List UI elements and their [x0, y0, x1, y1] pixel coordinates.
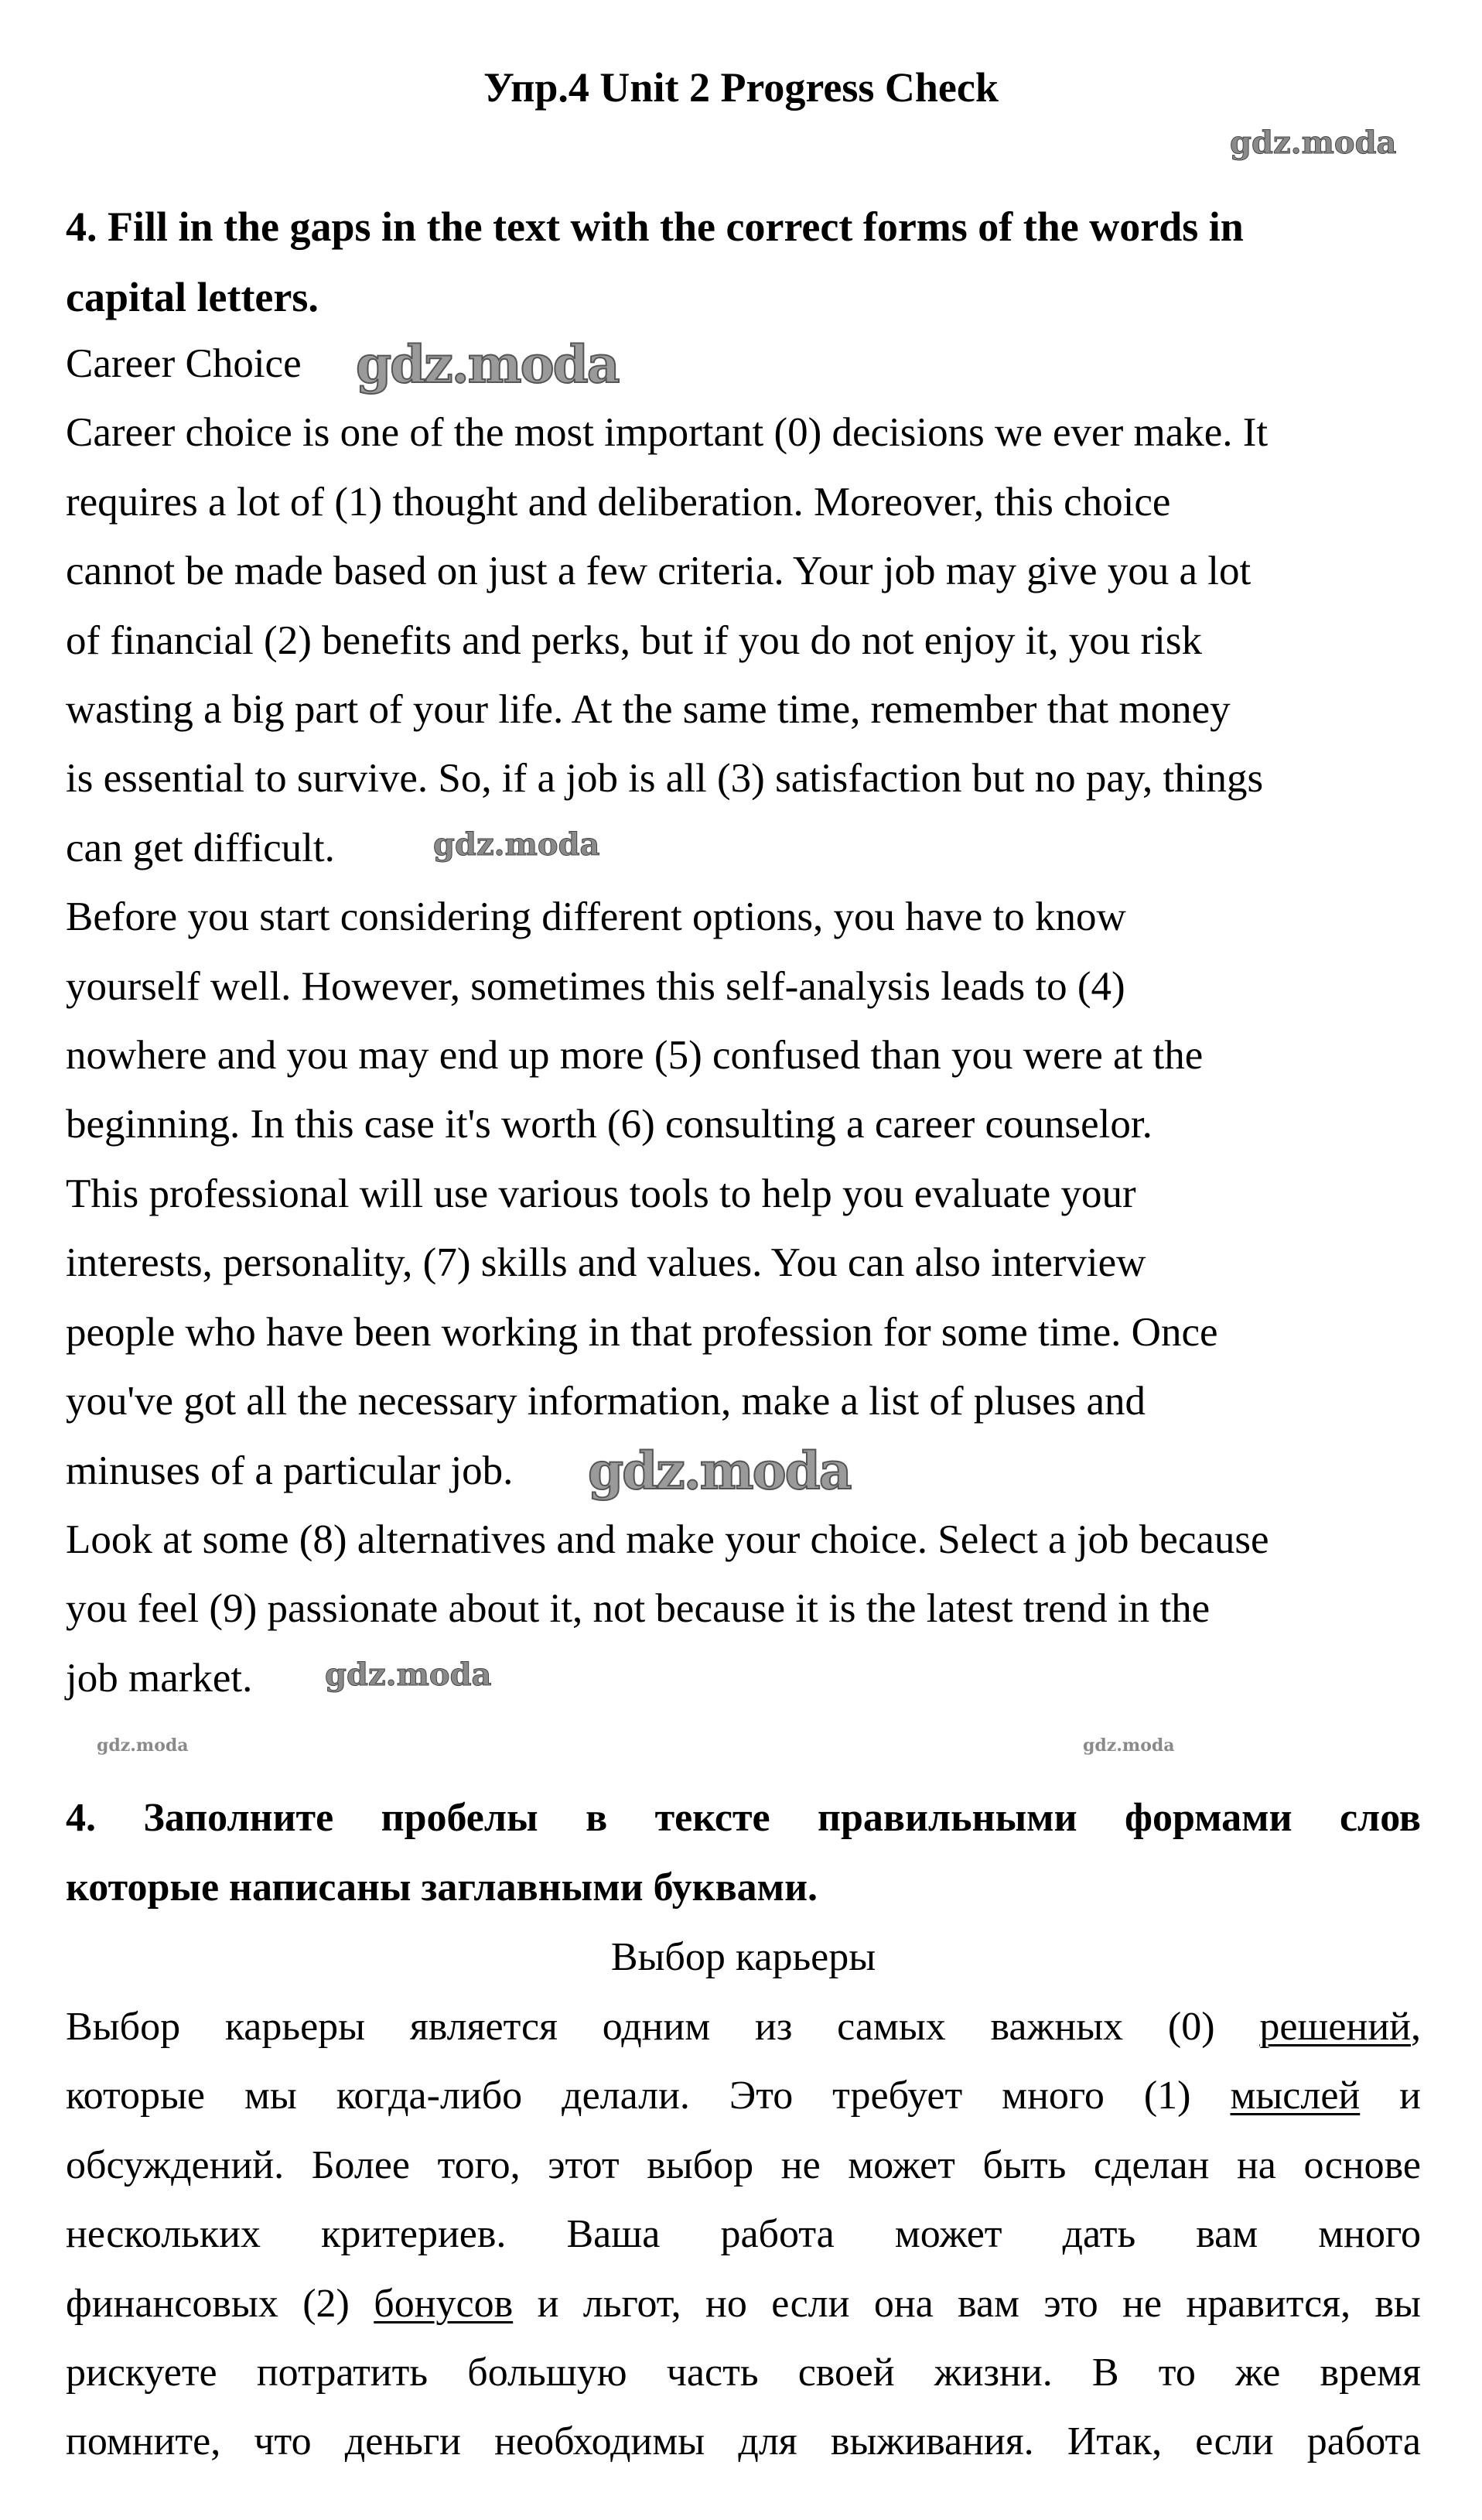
- russian-text: [66, 1992, 1421, 2477]
- text-line: you feel (9) passionate about it, not because it is the latest trend in the: [66, 1586, 1211, 1632]
- answer-word: решений: [1259, 2005, 1411, 2049]
- text-line: Before you start considering different options, you have to know: [66, 894, 1126, 940]
- answer-word: бонусов: [374, 2281, 514, 2326]
- text-line: nowhere and you may end up more (5) confused than you were at the: [66, 1033, 1204, 1079]
- answer-word: мыслей: [1230, 2074, 1361, 2118]
- watermark: gdz.moda: [1083, 1735, 1175, 1756]
- text-line: interests, personality, (7) skills and values. You can also interview: [66, 1240, 1146, 1286]
- watermark: gdz.moda: [433, 826, 600, 863]
- text-segment: финансовых (2): [66, 2281, 374, 2326]
- text-line: you've got all the necessary information, make a list of pluses and: [66, 1379, 1146, 1424]
- watermark: gdz.moda: [97, 1735, 189, 1756]
- text-title: Career Choice: [66, 341, 302, 386]
- text-segment: Выбор карьеры является одним из самых важных (0): [66, 2005, 1260, 2049]
- text-line: [66, 1992, 1421, 2061]
- text-line: people who have been working in that profession for some time. Once: [66, 1309, 1218, 1355]
- text-segment: обсуждений. Более того, этот выбор не может быть сделан на основе: [66, 2142, 1421, 2187]
- watermark: gdz.moda: [356, 334, 619, 395]
- text-line: yourself well. However, sometimes this self-analysis leads to (4): [66, 963, 1125, 1009]
- russian-task-heading: [66, 1783, 1421, 1923]
- watermark: gdz.moda: [325, 1657, 492, 1693]
- english-task-heading: [66, 192, 1421, 333]
- heading-line: 4. Заполните пробелы в тексте правильными формами слов: [66, 1796, 1421, 1840]
- text-segment: и льгот, но если она вам это не нравится, вы: [513, 2281, 1421, 2326]
- text-line: wasting a big part of your life. At the same time, remember that money: [66, 687, 1231, 733]
- text-segment: и: [1360, 2074, 1422, 2118]
- text-segment: которые мы когда-либо делали. Это требует много (1): [66, 2074, 1231, 2118]
- text-line: [66, 2200, 1421, 2269]
- russian-text-title: Выбор карьеры: [610, 1935, 876, 1979]
- watermark: gdz.moda: [588, 1441, 851, 1501]
- text-line: [66, 2269, 1421, 2338]
- text-line: minuses of a particular job.: [66, 1448, 514, 1493]
- text-line: is essential to survive. So, if a job is all (3) satisfaction but no pay, things: [66, 756, 1264, 802]
- text-segment: помните, что деньги необходимы для выживания. Итак, если работа: [66, 2419, 1421, 2464]
- text-line: beginning. In this case it's worth (6) consulting a career counselor.: [66, 1102, 1152, 1147]
- text-segment: рискуете потратить большую часть своей жизни. В то же время: [66, 2351, 1421, 2395]
- text-line: [66, 2061, 1421, 2130]
- english-text: [66, 330, 1421, 1713]
- heading-line: capital letters.: [66, 274, 319, 320]
- text-line: can get difficult.: [66, 825, 335, 870]
- watermark: gdz.moda: [1230, 125, 1397, 161]
- text-line: job market.: [66, 1655, 253, 1701]
- text-line: cannot be made based on just a few criteria. Your job may give you a lot: [66, 549, 1252, 594]
- text-line: [66, 2131, 1421, 2200]
- heading-line: которые написаны заглавными буквами.: [66, 1865, 818, 1910]
- text-line: Look at some (8) alternatives and make your choice. Select a job because: [66, 1516, 1269, 1562]
- text-segment: нескольких критериев. Ваша работа может дать вам много: [66, 2212, 1421, 2257]
- text-line: This professional will use various tools to help you evaluate your: [66, 1171, 1136, 1216]
- text-line: [66, 2338, 1421, 2407]
- text-line: Career choice is one of the most important (0) decisions we ever make. It: [66, 410, 1269, 456]
- page-title: Упр.4 Unit 2 Progress Check: [483, 64, 999, 111]
- text-line: of financial (2) benefits and perks, but if you do not enjoy it, you risk: [66, 617, 1202, 663]
- heading-line: 4. Fill in the gaps in the text with the correct forms of the words in: [66, 203, 1244, 250]
- text-line: [66, 2407, 1421, 2476]
- text-line: requires a lot of (1) thought and deliberation. Moreover, this choice: [66, 479, 1171, 525]
- text-segment: ,: [1411, 2005, 1421, 2049]
